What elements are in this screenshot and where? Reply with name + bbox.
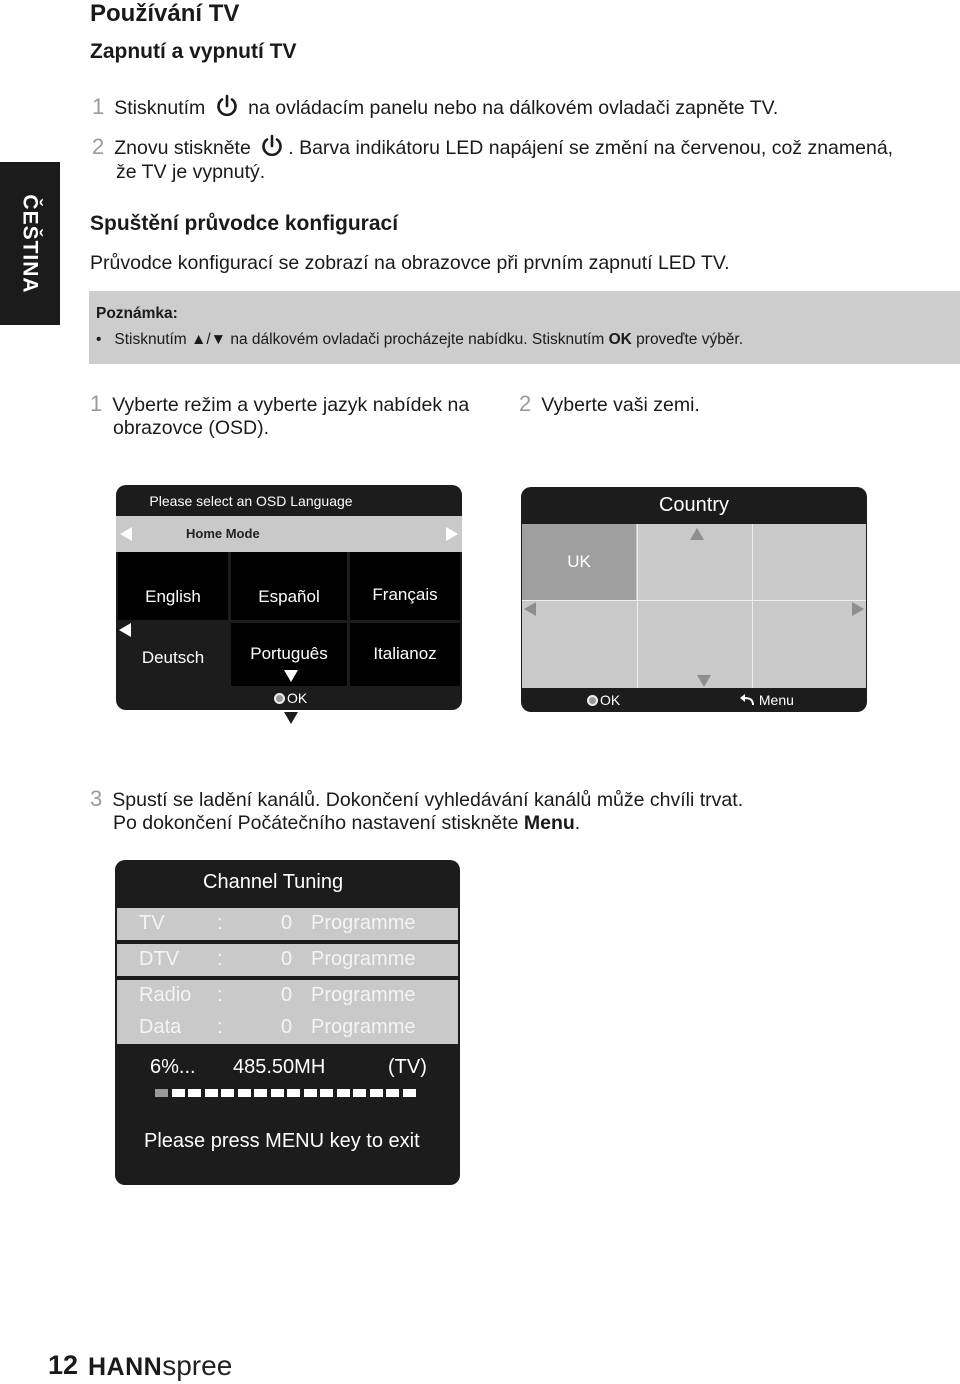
row-label: TV — [139, 912, 165, 934]
grid-line — [522, 600, 866, 601]
row-label: DTV — [139, 948, 179, 970]
language-label: Español — [258, 587, 320, 606]
progress-segment — [320, 1089, 333, 1097]
language-option-italiano[interactable] — [350, 623, 460, 686]
progress-bar — [155, 1089, 419, 1097]
ok-key-label: OK — [608, 331, 632, 348]
ok-hint-label: OK — [287, 690, 308, 706]
ok-hint — [587, 692, 620, 708]
right-arrow-icon[interactable] — [446, 527, 458, 541]
language-option-espanol[interactable] — [231, 552, 347, 620]
row-count: 0 — [281, 984, 293, 1006]
row-count: 0 — [281, 948, 293, 970]
exit-instruction: Please press MENU key to exit — [144, 1130, 420, 1152]
power-step-2-continued: že TV je vypnutý. — [116, 161, 266, 183]
progress-segment — [238, 1089, 251, 1097]
brand-logo-light: spree — [162, 1350, 233, 1381]
tuning-row-dtv — [117, 944, 458, 976]
country-title: Country — [658, 494, 730, 516]
power-step-2 — [92, 134, 893, 164]
step-2 — [519, 391, 700, 417]
language-label: English — [145, 587, 201, 606]
grid-line — [752, 524, 753, 688]
osd-language-screen — [116, 485, 462, 710]
step-number: 1 — [90, 391, 103, 416]
bullet: • — [96, 331, 102, 348]
progress-segment — [271, 1089, 284, 1097]
ok-hint — [274, 690, 307, 706]
progress-segment — [172, 1089, 185, 1097]
progress-percent: 6%... — [150, 1056, 196, 1078]
step-text: Stisknutím — [114, 97, 206, 119]
up-down-arrows-icon: ▲/▼ — [191, 331, 227, 348]
ok-button-icon — [274, 693, 285, 704]
language-label: Italianoz — [373, 643, 437, 663]
step-text: . Barva indikátoru LED napájení se změní na červenou, což znamená, — [288, 137, 894, 159]
wizard-intro: Průvodce konfigurací se zobrazí na obrazovce při prvním zapnutí LED TV. — [90, 252, 730, 274]
language-label: Português — [250, 643, 328, 663]
row-unit: Programme — [311, 1016, 416, 1038]
tuning-frequency: 485.50MH — [233, 1056, 326, 1078]
note-text — [96, 331, 743, 349]
row-separator: : — [217, 1016, 223, 1038]
ok-button-icon — [587, 695, 598, 706]
progress-segment — [155, 1089, 168, 1097]
tuning-source: (TV) — [388, 1056, 427, 1078]
step-number: 3 — [90, 786, 103, 811]
step-1 — [90, 391, 469, 417]
row-unit: Programme — [311, 948, 416, 970]
row-separator: : — [217, 912, 223, 934]
language-label: Deutsch — [141, 647, 205, 667]
tuning-row-tv — [117, 908, 458, 940]
power-step-1 — [92, 94, 778, 124]
step-text: Spustí se ladění kanálů. Dokončení vyhledávání kanálů může chvíli trvat. — [112, 789, 744, 811]
row-count: 0 — [281, 912, 293, 934]
down-arrow-icon — [284, 712, 298, 724]
grid-line — [637, 524, 638, 688]
row-label: Radio — [139, 984, 192, 1006]
row-label: Data — [139, 1016, 182, 1038]
step-3 — [90, 786, 743, 812]
step-text: na ovládacím panelu nebo na dálkovém ovladači zapněte TV. — [248, 97, 779, 119]
back-icon — [739, 694, 755, 706]
brand-logo-bold: HANN — [88, 1353, 163, 1381]
row-count: 0 — [281, 1016, 293, 1038]
step-text: Vyberte vaši zemi. — [541, 394, 700, 416]
note-title: Poznámka: — [96, 305, 178, 322]
progress-segment — [221, 1089, 234, 1097]
tuning-row-radio — [117, 980, 458, 1012]
country-grid — [522, 524, 866, 688]
wizard-heading: Spuštění průvodce konfigurací — [90, 212, 399, 235]
country-option-selected[interactable] — [522, 524, 636, 600]
step-3-continued — [113, 812, 580, 835]
down-arrow-icon[interactable] — [697, 675, 711, 687]
progress-segment — [353, 1089, 366, 1097]
language-option-deutsch[interactable] — [118, 623, 228, 686]
country-screen — [521, 487, 867, 712]
up-arrow-icon[interactable] — [690, 528, 704, 540]
menu-key-label: Menu — [523, 812, 575, 834]
row-separator: : — [217, 948, 223, 970]
note-text-part: Stisknutím — [114, 331, 187, 348]
row-unit: Programme — [311, 984, 416, 1006]
step-1-continued: obrazovce (OSD). — [113, 417, 270, 439]
power-icon — [260, 134, 284, 164]
progress-segment — [304, 1089, 317, 1097]
down-arrow-icon[interactable] — [284, 670, 298, 682]
right-arrow-icon[interactable] — [852, 602, 864, 616]
country-label: UK — [567, 552, 591, 571]
progress-segment — [205, 1089, 218, 1097]
side-tab-label: ČEŠTINA — [19, 193, 42, 294]
progress-segment — [386, 1089, 399, 1097]
row-separator: : — [217, 984, 223, 1006]
tuning-row-data — [117, 1012, 458, 1044]
language-side-tab — [0, 162, 60, 325]
note-box — [89, 291, 960, 364]
mode-label: Home Mode — [186, 526, 260, 541]
step-number: 2 — [92, 134, 105, 159]
language-option-francais[interactable] — [350, 552, 460, 620]
section-title: Zapnutí a vypnutí TV — [90, 40, 297, 63]
left-arrow-icon[interactable] — [120, 527, 132, 541]
menu-hint — [739, 692, 794, 708]
progress-segment — [403, 1089, 416, 1097]
progress-segment — [370, 1089, 383, 1097]
language-label: Français — [372, 585, 438, 604]
progress-segment — [188, 1089, 201, 1097]
step-text: Znovu stiskněte — [114, 137, 251, 159]
page-title: Používání TV — [90, 0, 240, 27]
row-unit: Programme — [311, 912, 416, 934]
left-arrow-icon[interactable] — [524, 602, 536, 616]
channel-tuning-title: Channel Tuning — [203, 871, 344, 893]
page-number: 12 — [48, 1350, 79, 1380]
step-text: Vyberte režim a vyberte jazyk nabídek na — [112, 394, 470, 416]
progress-segment — [337, 1089, 350, 1097]
power-icon — [215, 94, 239, 124]
mode-bar[interactable] — [116, 516, 462, 552]
note-text-part: proveďte výběr. — [636, 331, 744, 348]
step-text: Po dokončení Počátečního nastavení stiskněte — [113, 812, 519, 834]
step-text: . — [574, 812, 581, 834]
ok-hint-label: OK — [600, 692, 621, 708]
osd-language-title: Please select an OSD Language — [149, 493, 353, 509]
step-number: 1 — [92, 94, 105, 119]
step-number: 2 — [519, 391, 532, 416]
language-option-english[interactable] — [118, 552, 228, 620]
brand-logo — [88, 1350, 232, 1382]
note-text-part: na dálkovém ovladači procházejte nabídku. Stisknutím — [230, 331, 605, 348]
progress-segment — [254, 1089, 267, 1097]
menu-hint-label: Menu — [758, 692, 794, 708]
progress-segment — [287, 1089, 300, 1097]
